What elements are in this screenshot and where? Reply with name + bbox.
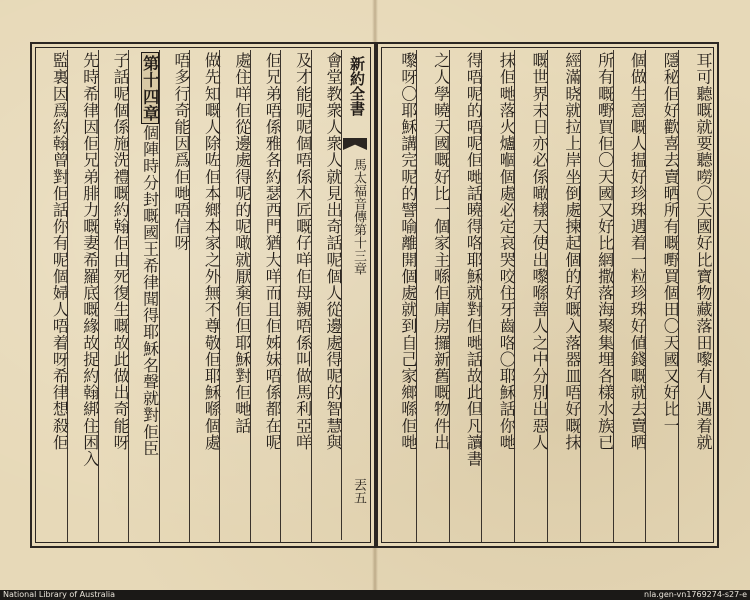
text-column: 唔多行奇能因爲佢哋唔信呀 <box>159 50 189 542</box>
chapter-title: 馬太福音傳第十三章 <box>351 158 366 275</box>
text-column: 隱秘佢好歡喜去賣晒所有嘅嘢買個田〇天國又好比一 <box>645 50 678 542</box>
text-column: 監裏因爲約翰曾對佢話你有呢個婦人唔着呀希律想殺佢 <box>50 52 70 451</box>
text-column: 佢兄弟唔係雅各約瑟西門猶大咩而且佢姊妹唔係都在呢 <box>250 50 280 542</box>
chapter-heading-text: 個陣時分封嘅國王希律聞得耶穌名聲就對佢臣 <box>140 124 160 457</box>
text-column: 得唔呢的唔呢佢哋話曉得咯耶穌就對佢哋話故此但凡讀書 <box>449 50 482 542</box>
page-spine-folio <box>341 50 368 540</box>
page-number: 丟五 <box>351 478 366 504</box>
library-credit: National Library of Australia <box>3 590 116 599</box>
text-column: 做先知嘅人除咗佢本鄉本家之外無不尊敬佢耶穌喺個處 <box>189 50 219 542</box>
book-title: 新約全書 <box>348 56 366 116</box>
text-column: 嘅世界末日亦必係噉樣天使出嚟喺善人之中分別出惡人 <box>514 50 547 542</box>
text-column: 所有嘅嘢買佢〇天國又好比網撒落海聚集埋各樣水族已 <box>580 50 613 542</box>
text-column: 處住咩佢從邊處得呢的呢噉就厭棄佢但耶穌對佢哋話 <box>219 50 249 542</box>
text-column: 之人學曉天國嘅好比一個家主喺佢庫房攞新舊嘅物件出 <box>416 50 449 542</box>
text-column: 經滿晓就拉上岸坐倒處揀起個的好嘅入落器皿唔好嘅抹 <box>547 50 580 542</box>
text-column: 抹佢哋落火爐嗰個處必定哀哭咬住牙齒咯〇耶穌話你哋 <box>481 50 514 542</box>
text-column: 個做生意嘅人揾好珍珠遇着一粒珍珠好値錢嘅就去賣晒 <box>613 50 646 542</box>
left-page-columns <box>38 50 368 540</box>
text-column: 先時希律因佢兄弟腓力嘅妻希羅底嘅緣故捉約翰綁住困入 <box>67 50 97 542</box>
credit-bar <box>0 590 750 600</box>
left-page <box>30 42 376 548</box>
text-column: 嚟呀〇耶穌講完呢的譬喻離開個處就到自己家鄉喺佢哋 <box>398 52 418 451</box>
item-identifier: nla.gen-vn1769274-s27-e <box>644 590 747 599</box>
right-page <box>376 42 719 548</box>
chapter-heading: 第十四章 <box>141 52 159 124</box>
fishtail-mark <box>343 138 367 150</box>
chapter-heading-column <box>128 50 158 542</box>
right-page-columns <box>384 50 711 540</box>
text-column: 會堂教衆人衆人就見出奇話呢個人從邊處得呢的智慧與 <box>311 50 341 542</box>
text-column: 耳可聽嘅就要聽嘮〇天國好比寶物藏落田嚟有人遇着就 <box>678 50 711 542</box>
text-column: 及才能呢呢個唔係木匠嘅仔咩佢母親唔係叫做馬利亞咩 <box>280 50 310 542</box>
text-column: 子話呢個係施洗禮嘅約翰佢由死復生嘅故此做出奇能呀 <box>98 50 128 542</box>
